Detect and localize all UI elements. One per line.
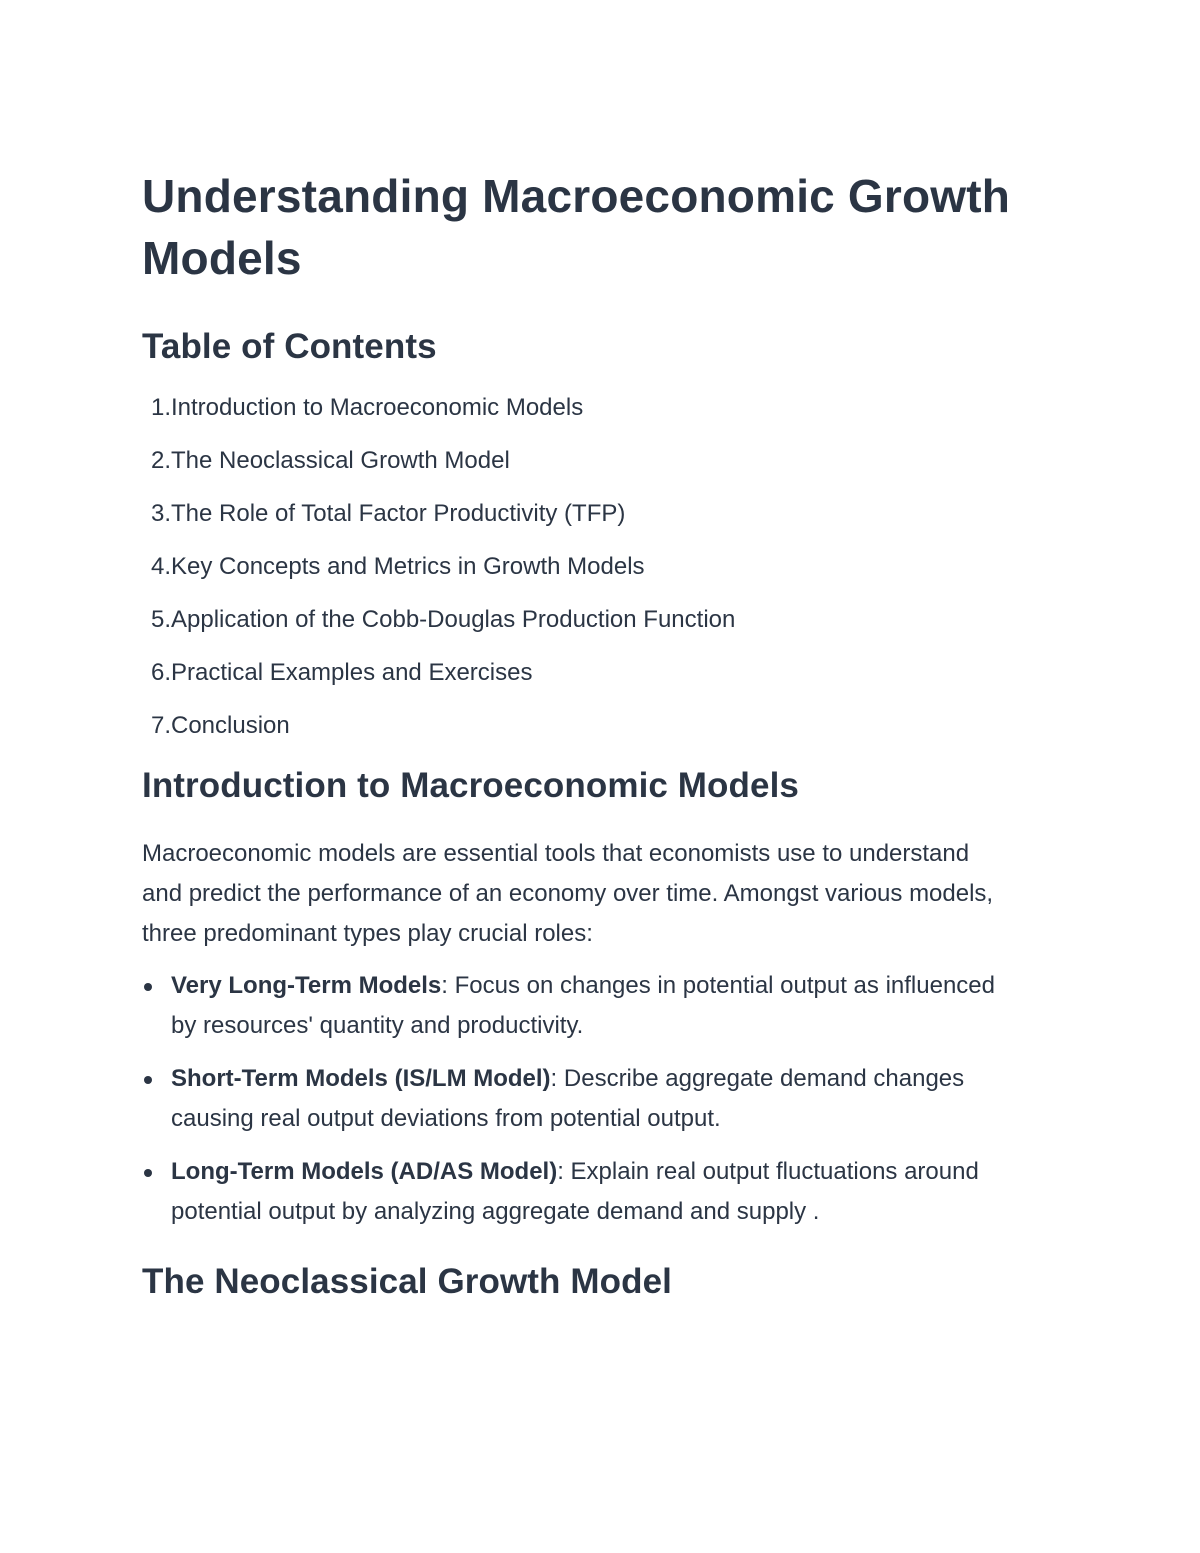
toc-item-number: 3. (150, 500, 171, 527)
toc-item-number: 4. (150, 553, 171, 580)
intro-paragraph: Macroeconomic models are essential tools that economists use to understand and predict the performance of an economy over time. Amongst various models, three predominant types play crucial roles: (142, 840, 994, 947)
list-item (142, 1059, 1021, 1139)
toc-item-label: Introduction to Macroeconomic Models (171, 394, 584, 421)
bullet-icon (144, 1076, 152, 1084)
list-item (142, 1152, 1021, 1232)
toc-item-label: Conclusion (171, 712, 290, 739)
toc-item[interactable] (142, 711, 1062, 740)
toc-item-label: Application of the Cobb-Douglas Production Function (171, 606, 736, 633)
toc-item-number: 7. (150, 712, 171, 739)
model-types-list (142, 966, 1062, 1232)
list-item-text: : Describe aggregate demand changes causing real output deviations from potential output. (171, 1065, 965, 1132)
section-heading-neoclassical: The Neoclassical Growth Model (142, 1262, 672, 1301)
bullet-icon (144, 983, 152, 991)
section-heading-introduction: Introduction to Macroeconomic Models (142, 766, 799, 805)
toc-item-number: 2. (150, 447, 171, 474)
toc-item[interactable] (142, 552, 1062, 581)
toc-item[interactable] (142, 605, 1062, 634)
toc-item-number: 6. (150, 659, 171, 686)
list-item-term: Very Long-Term Models (171, 972, 442, 999)
list-item (142, 966, 1021, 1046)
toc-item-label: The Neoclassical Growth Model (171, 447, 510, 474)
list-item-term: Long-Term Models (AD/AS Model) (171, 1158, 558, 1185)
table-of-contents (142, 393, 1062, 740)
toc-item-number: 1. (150, 394, 171, 421)
document-page (142, 165, 1062, 1306)
toc-heading: Table of Contents (142, 327, 437, 366)
toc-item-label: The Role of Total Factor Productivity (TFP) (171, 500, 626, 527)
list-item-term: Short-Term Models (IS/LM Model) (171, 1065, 551, 1092)
toc-item[interactable] (142, 499, 1062, 528)
document-title: Understanding Macroeconomic Growth Models (142, 170, 1011, 284)
bullet-icon (144, 1169, 152, 1177)
list-item-text: : Explain real output fluctuations around potential output by analyzing aggregate demand and supply . (171, 1158, 979, 1225)
toc-item-label: Key Concepts and Metrics in Growth Models (171, 553, 645, 580)
toc-item[interactable] (142, 446, 1062, 475)
toc-item-number: 5. (150, 606, 171, 633)
toc-item[interactable] (142, 393, 1062, 422)
list-item-text: : Focus on changes in potential output as influenced by resources' quantity and productivity. (171, 972, 995, 1039)
toc-item-label: Practical Examples and Exercises (171, 659, 533, 686)
toc-item[interactable] (142, 658, 1062, 687)
